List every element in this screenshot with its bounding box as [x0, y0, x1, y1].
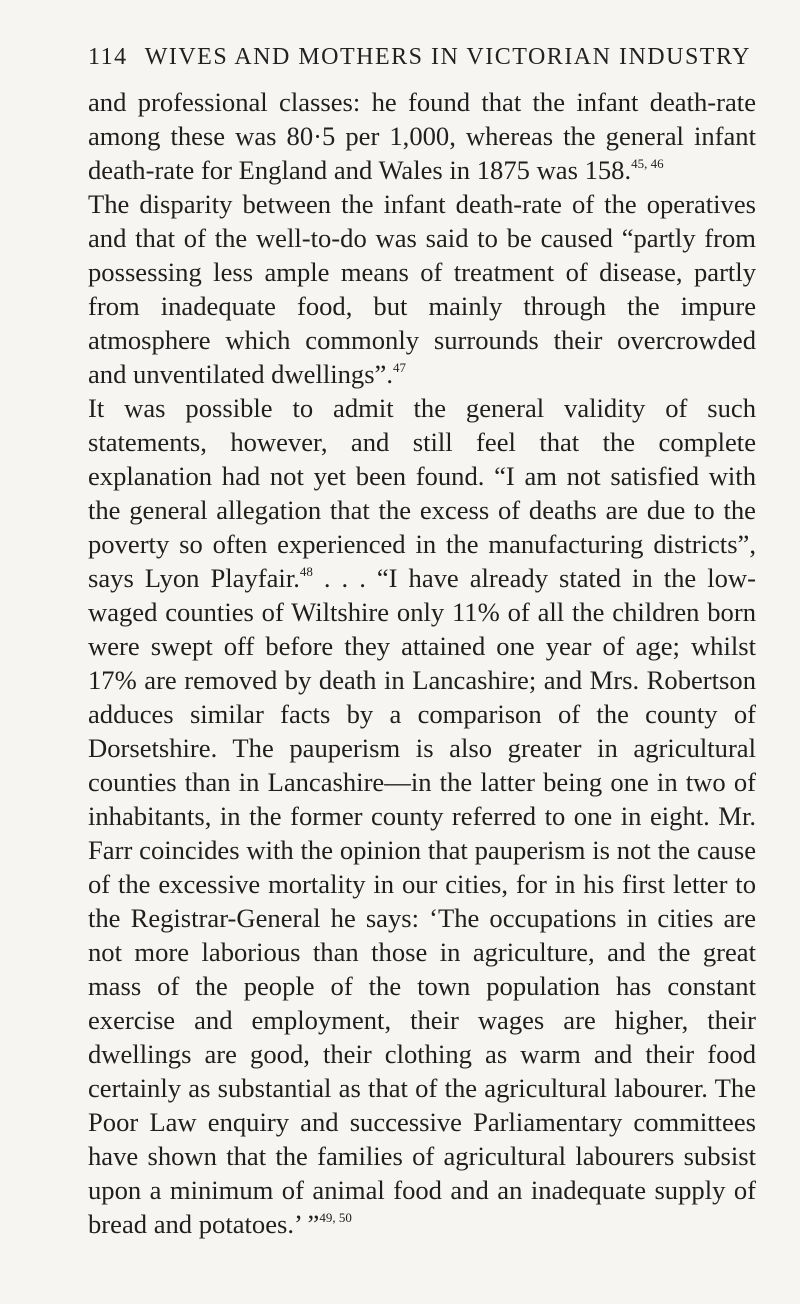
paragraph-3-text-a: It was possible to admit the general validity of such statements, however, and still feel that the complete explanation had not yet been found. “I am not satisfied with the general allegation that the excess of deaths are due to the poverty so often experienced in the manufacturing districts”, says Lyon Playfair.	[88, 393, 756, 593]
page-number: 114	[88, 44, 128, 70]
body-text	[88, 85, 756, 1241]
footnote-ref-45-46: 45, 46	[631, 156, 664, 171]
running-head	[88, 44, 756, 71]
running-title: WIVES AND MOTHERS IN VICTORIAN INDUSTRY	[144, 44, 751, 70]
footnote-ref-47: 47	[393, 360, 407, 375]
paragraph-2-text: The disparity between the infant death-rate of the operatives and that of the well-to-do was said to be caused “partly from possessing less ample means of treatment of disease, partly from inadequate food, but mainly through the impure atmosphere which commonly surrounds their overcrowded and unventilated dwellings”.	[88, 189, 756, 389]
paragraph-3	[88, 391, 756, 1241]
book-page	[88, 44, 756, 1241]
footnote-ref-48: 48	[299, 564, 313, 579]
paragraph-3-text-b: . . . “I have already stated in the low-waged counties of Wiltshire only 11% of all the children born were swept off before they attained one year of age; whilst 17% are removed by death in Lancashire; and Mrs. Robertson adduces similar facts by a comparison of the county of Dorsetshire. The pauperism is also greater in agricultural counties than in Lancashire—in the latter being one in two of inhabitants, in the former county referred to one in eight. Mr. Farr coincides with the opinion that pauperism is not the cause of the excessive mortality in our cities, for in his first letter to the Registrar-General he says: ‘The occupations in cities are not more laborious than those in agriculture, and the great mass of the people of the town population has constant exercise and employment, their wages are higher, their dwellings are good, their clothing as warm and their food certainly as substantial as that of the agricultural labourer. The Poor Law enquiry and successive Parliamentary committees have shown that the families of agricultural labourers subsist upon a minimum of animal food and an inadequate supply of bread and potatoes.’ ”	[88, 563, 756, 1239]
paragraph-2	[88, 187, 756, 391]
paragraph-1-text: and professional classes: he found that the infant death-rate among these was 80·5 per 1,000, whereas the general infant death-rate for England and Wales in 1875 was 158.	[88, 87, 756, 185]
footnote-ref-49-50: 49, 50	[319, 1210, 352, 1225]
paragraph-1	[88, 85, 756, 187]
